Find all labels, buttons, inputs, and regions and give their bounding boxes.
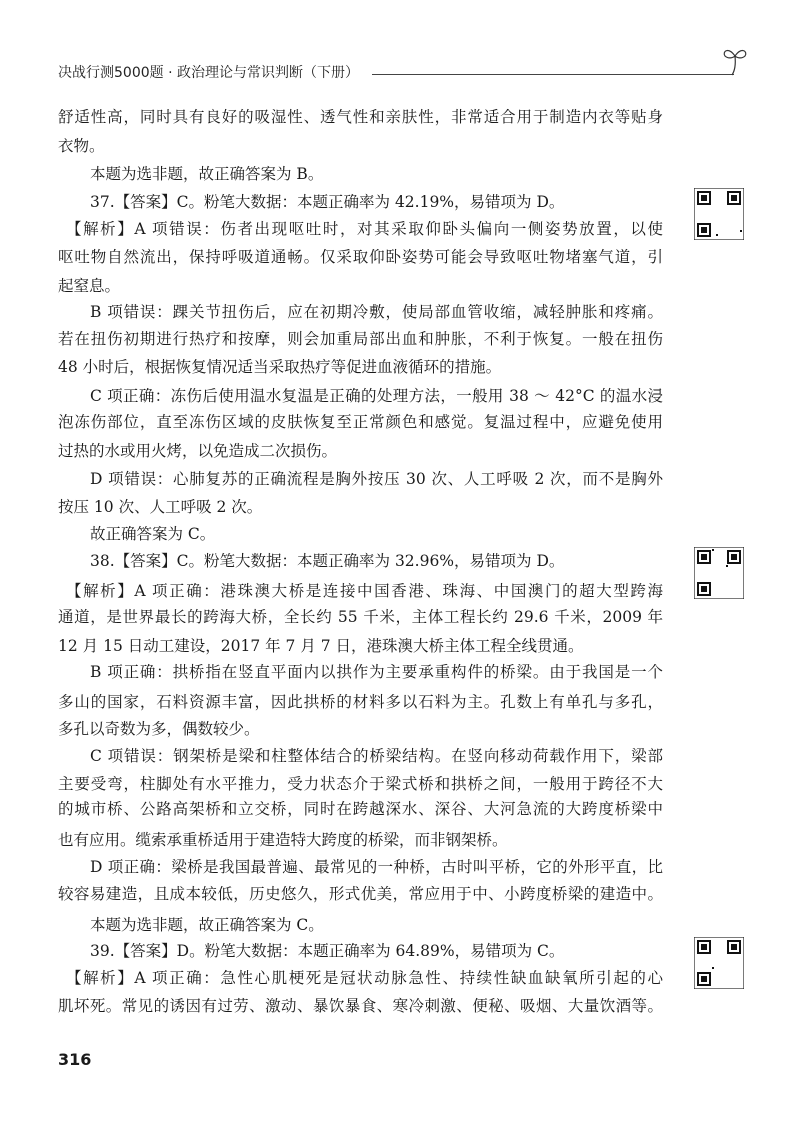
text-line: 故正确答案为 C。 [90,525,216,543]
text-line: 多山的国家，石料资源丰富，因此拱桥的材料多以石料为主。孔数上有单孔与多孔， [58,693,663,711]
text-line: 【解析】A 项错误：伤者出现呕吐时，对其采取仰卧头偏向一侧姿势放置，以使 [66,220,663,238]
text-line: B 项错误：踝关节扭伤后，应在初期冷敷，使局部血管收缩，减轻肿胀和疼痛。 [90,303,663,321]
text-line: B 项正确：拱桥指在竖直平面内以拱作为主要承重构件的桥梁。由于我国是一个 [90,663,663,681]
text-line: C 项正确：冻伤后使用温水复温是正确的处理方法，一般用 38 ～ 42°C 的温水浸 [90,387,663,405]
text-line: 起窒息。 [58,277,121,295]
text-line: 12 月 15 日动工建设，2017 年 7 月 7 日，港珠澳大桥主体工程全线贯通。 [58,637,584,655]
text-line: 呕吐物自然流出，保持呼吸道通畅。仅采取仰卧姿势可能会导致呕吐物堵塞气道，引 [58,248,663,266]
text-line: D 项错误：心肺复苏的正确流程是胸外按压 30 次、人工呼吸 2 次，而不是胸外 [90,470,663,488]
text-line: 过热的水或用火烤，以免造成二次损伤。 [58,442,338,460]
running-header: 决战行测5000题 · 政治理论与常识判断（下册） [58,65,359,81]
text-line: 肌坏死。常见的诱因有过劳、激动、暴饮暴食、寒冷刺激、便秘、吸烟、大量饮酒等。 [58,997,663,1015]
qr-code-38[interactable] [694,547,744,599]
text-line: 通道，是世界最长的跨海大桥，全长约 55 千米，主体工程长约 29.6 千米，2009 年 [58,608,663,626]
text-line: 若在扭伤初期进行热疗和按摩，则会加重局部出血和肿胀，不利于恢复。一般在扭伤 [58,330,663,348]
text-line: 较容易建造，且成本较低，历史悠久，形式优美，常应用于中、小跨度桥梁的建造中。 [58,885,663,903]
text-line: 主要受弯，柱脚处有水平推力，受力状态介于梁式桥和拱桥之间，一般用于跨径不大 [58,775,663,793]
qr-code-39[interactable] [694,937,744,989]
text-line: 37.【答案】C。粉笔大数据：本题正确率为 42.19%，易错项为 D。 [90,193,565,211]
text-line: D 项正确：梁桥是我国最普遍、最常见的一种桥，古时叫平桥，它的外形平直，比 [90,858,663,876]
sprout-icon [722,44,748,78]
text-line: 本题为选非题，故正确答案为 C。 [90,916,324,934]
text-line: 多孔以奇数为多，偶数较少。 [58,720,260,738]
text-line: 舒适性高，同时具有良好的吸湿性、透气性和亲肤性，非常适合用于制造内衣等贴身 [58,108,663,126]
text-line: C 项错误：钢架桥是梁和柱整体结合的桥梁结构。在竖向移动荷载作用下，梁部 [90,747,663,765]
page-number: 316 [58,1050,92,1069]
text-line: 按压 10 次、人工呼吸 2 次。 [58,498,263,516]
text-line: 48 小时后，根据恢复情况适当采取热疗等促进血液循环的措施。 [58,358,502,376]
text-line: 39.【答案】D。粉笔大数据：本题正确率为 64.89%，易错项为 C。 [90,942,565,960]
text-line: 38.【答案】C。粉笔大数据：本题正确率为 32.96%，易错项为 D。 [90,552,565,570]
qr-code-37[interactable] [694,188,744,240]
text-line: 泡冻伤部位，直至冻伤区域的皮肤恢复至正常颜色和感觉。复温过程中，应避免使用 [58,413,663,431]
text-line: 也有应用。缆索承重桥适用于建造特大跨度的桥梁，而非钢架桥。 [58,831,508,849]
text-line: 衣物。 [58,137,105,155]
text-line: 本题为选非题，故正确答案为 B。 [90,165,324,183]
text-line: 的城市桥、公路高架桥和立交桥，同时在跨越深水、深谷、大河急流的大跨度桥梁中 [58,800,663,818]
text-line: 【解析】A 项正确：港珠澳大桥是连接中国香港、珠海、中国澳门的超大型跨海 [66,582,663,600]
header-rule [372,74,734,75]
text-line: 【解析】A 项正确：急性心肌梗死是冠状动脉急性、持续性缺血缺氧所引起的心 [66,969,663,987]
